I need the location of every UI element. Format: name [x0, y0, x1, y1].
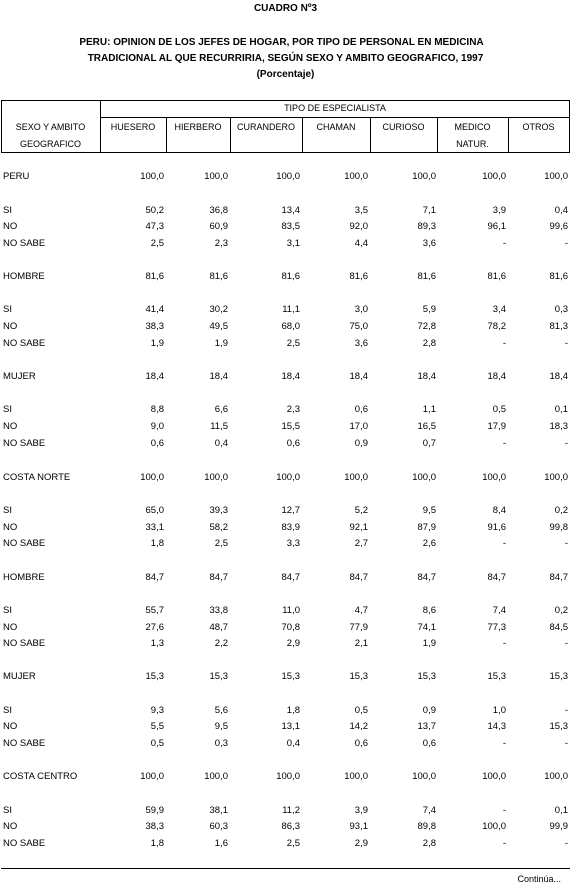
table-cell: 100,0 [204, 771, 228, 782]
table-cell: - [502, 805, 506, 816]
table-cell: 100,0 [276, 771, 300, 782]
table-cell: 16,5 [417, 421, 436, 432]
table-cell: 2,5 [286, 838, 300, 849]
table-row [0, 838, 571, 852]
table-cell: 58,2 [209, 522, 228, 533]
row-label: NO SABE [3, 338, 46, 349]
table-cell: 81,6 [281, 271, 300, 282]
row-label: COSTA CENTRO [3, 771, 78, 782]
table-cell: 2,8 [422, 338, 436, 349]
table-cell: 100,0 [344, 171, 368, 182]
table-cell: 0,6 [354, 738, 368, 749]
row-label: NO SABE [3, 238, 46, 249]
table-cell: 17,0 [349, 421, 368, 432]
table-cell: 33,8 [209, 605, 228, 616]
table-cell: 93,1 [349, 821, 368, 832]
table-row [0, 371, 571, 385]
table-row [0, 472, 571, 486]
table-row [0, 605, 571, 619]
table-cell: 100,0 [140, 171, 164, 182]
table-cell: 38,1 [209, 805, 228, 816]
table-cell: 2,6 [422, 538, 436, 549]
table-cell: 7,4 [422, 805, 436, 816]
table-row [0, 421, 571, 435]
table-cell: 81,6 [417, 271, 436, 282]
table-cell: 100,0 [276, 171, 300, 182]
table-cell: 81,6 [209, 271, 228, 282]
table-cell: 81,6 [349, 271, 368, 282]
row-label: NO SABE [3, 538, 46, 549]
table-row [0, 721, 571, 735]
table-cell: 77,9 [349, 622, 368, 633]
table-cell: 15,3 [349, 671, 368, 682]
table-cell: - [564, 638, 568, 649]
table-cell: 70,8 [281, 622, 300, 633]
row-label: NO [3, 221, 18, 232]
table-cell: - [502, 838, 506, 849]
table-cell: 84,7 [417, 572, 436, 583]
table-cell: 38,3 [145, 821, 164, 832]
column-header-otros: OTROS [522, 122, 555, 132]
table-cell: 77,3 [487, 622, 506, 633]
table-cell: 89,3 [417, 221, 436, 232]
column-header-curioso: CURIOSO [382, 122, 425, 132]
table-cell: 3,9 [354, 805, 368, 816]
table-cell: 13,7 [417, 721, 436, 732]
table-cell: 78,2 [487, 321, 506, 332]
table-title-line-2: TRADICIONAL AL QUE RECURRIRIA, SEGÚN SEXO Y AMBITO GEOGRAFICO, 1997 [87, 53, 484, 64]
column-header-hierbero: HIERBERO [174, 122, 222, 132]
table-cell: 1,8 [150, 538, 164, 549]
table-title-line-1: PERU: OPINION DE LOS JEFES DE HOGAR, POR TIPO DE PERSONAL EN MEDICINA [79, 37, 484, 48]
table-cell: 1,1 [422, 404, 436, 415]
table-cell: 6,6 [214, 404, 228, 415]
table-row [0, 438, 571, 452]
table-row [0, 271, 571, 285]
table-cell: 0,6 [286, 438, 300, 449]
row-label: NO [3, 321, 18, 332]
table-cell: 14,3 [487, 721, 506, 732]
table-cell: 3,6 [354, 338, 368, 349]
table-row [0, 638, 571, 652]
table-cell: 100,0 [276, 472, 300, 483]
table-cell: 2,9 [286, 638, 300, 649]
table-cell: 4,7 [354, 605, 368, 616]
table-cell: 5,6 [214, 705, 228, 716]
table-cell: 84,7 [549, 572, 568, 583]
table-row [0, 572, 571, 586]
column-header-curandero: CURANDERO [236, 122, 295, 132]
column-header-chaman: CHAMAN [316, 122, 356, 132]
row-label: SI [3, 205, 12, 216]
table-row [0, 771, 571, 785]
row-label: SI [3, 705, 12, 716]
table-cell: 100,0 [482, 472, 506, 483]
row-label: SI [3, 505, 12, 516]
continues-note: Continúa... [517, 874, 561, 884]
table-cell: 100,0 [344, 771, 368, 782]
table-cell: 50,2 [145, 205, 164, 216]
table-cell: 83,5 [281, 221, 300, 232]
table-cell: 75,0 [349, 321, 368, 332]
table-cell: 0,5 [492, 404, 506, 415]
table-cell: 1,9 [422, 638, 436, 649]
table-row [0, 738, 571, 752]
table-cell: 96,1 [487, 221, 506, 232]
table-cell: 5,5 [150, 721, 164, 732]
table-cell: 0,6 [422, 738, 436, 749]
table-cell: 2,9 [354, 838, 368, 849]
table-cell: 81,6 [487, 271, 506, 282]
table-cell: 2,3 [286, 404, 300, 415]
table-row [0, 622, 571, 636]
table-cell: 3,0 [354, 304, 368, 315]
table-cell: 0,6 [150, 438, 164, 449]
table-cell: 15,3 [281, 671, 300, 682]
table-cell: 74,1 [417, 622, 436, 633]
table-cell: 4,4 [354, 238, 368, 249]
table-row [0, 221, 571, 235]
table-cell: 39,3 [209, 505, 228, 516]
table-cell: 1,6 [214, 838, 228, 849]
row-label: MUJER [3, 371, 36, 382]
table-cell: 7,1 [422, 205, 436, 216]
table-cell: 99,8 [549, 522, 568, 533]
table-cell: 100,0 [140, 472, 164, 483]
table-number: CUADRO Nº3 [253, 3, 318, 14]
table-cell: 9,5 [214, 721, 228, 732]
table-cell: 18,4 [145, 371, 164, 382]
table-row [0, 671, 571, 685]
table-cell: 100,0 [544, 171, 568, 182]
column-header-medico-line-2: NATUR. [456, 139, 489, 149]
table-cell: - [564, 238, 568, 249]
table-cell: 55,7 [145, 605, 164, 616]
table-cell: 1,0 [492, 705, 506, 716]
table-cell: 15,3 [549, 721, 568, 732]
row-label: NO SABE [3, 838, 46, 849]
table-cell: 18,4 [549, 371, 568, 382]
table-row [0, 538, 571, 552]
table-cell: 41,4 [145, 304, 164, 315]
row-label: NO SABE [3, 638, 46, 649]
table-cell: 18,4 [349, 371, 368, 382]
table-row [0, 821, 571, 835]
table-row [0, 522, 571, 536]
table-cell: 60,9 [209, 221, 228, 232]
table-cell: 18,4 [487, 371, 506, 382]
table-cell: 33,1 [145, 522, 164, 533]
table-cell: - [502, 338, 506, 349]
row-label: NO SABE [3, 738, 46, 749]
table-cell: 3,1 [286, 238, 300, 249]
table-cell: - [564, 838, 568, 849]
table-row [0, 321, 571, 335]
table-cell: 49,5 [209, 321, 228, 332]
table-cell: - [564, 338, 568, 349]
table-cell: 36,8 [209, 205, 228, 216]
table-cell: 15,3 [487, 671, 506, 682]
table-cell: 0,5 [354, 705, 368, 716]
table-cell: 30,2 [209, 304, 228, 315]
table-cell: 68,0 [281, 321, 300, 332]
row-label: MUJER [3, 671, 36, 682]
table-cell: 3,4 [492, 304, 506, 315]
table-cell: 18,4 [209, 371, 228, 382]
table-cell: 2,2 [214, 638, 228, 649]
table-cell: 2,5 [150, 238, 164, 249]
table-cell: - [502, 538, 506, 549]
table-cell: 0,4 [286, 738, 300, 749]
table-cell: 27,6 [145, 622, 164, 633]
row-label: NO [3, 421, 18, 432]
table-cell: 8,6 [422, 605, 436, 616]
table-cell: 0,2 [554, 505, 568, 516]
table-cell: 60,3 [209, 821, 228, 832]
table-cell: 18,3 [549, 421, 568, 432]
table-cell: 1,9 [150, 338, 164, 349]
row-label: PERU [3, 171, 30, 182]
table-cell: 15,5 [281, 421, 300, 432]
table-cell: 48,7 [209, 622, 228, 633]
table-cell: 12,7 [281, 505, 300, 516]
table-unit: (Porcentaje) [256, 69, 315, 80]
table-cell: 8,4 [492, 505, 506, 516]
stub-header-line-1: SEXO Y AMBITO [15, 122, 86, 132]
table-cell: 15,3 [417, 671, 436, 682]
table-cell: 2,7 [354, 538, 368, 549]
table-cell: 0,3 [214, 738, 228, 749]
table-cell: 84,5 [549, 622, 568, 633]
table-cell: 84,7 [281, 572, 300, 583]
table-cell: 2,3 [214, 238, 228, 249]
table-cell: 2,8 [422, 838, 436, 849]
table-cell: 0,5 [150, 738, 164, 749]
table-cell: 0,6 [354, 404, 368, 415]
group-header: TIPO DE ESPECIALISTA [284, 103, 386, 113]
table-cell: 89,8 [417, 821, 436, 832]
table-cell: 100,0 [140, 771, 164, 782]
table-row [0, 304, 571, 318]
table-cell: 3,9 [492, 205, 506, 216]
table-row [0, 404, 571, 418]
row-label: NO SABE [3, 438, 46, 449]
table-cell: 99,6 [549, 221, 568, 232]
table-cell: 0,1 [554, 805, 568, 816]
table-cell: 65,0 [145, 505, 164, 516]
table-cell: 81,6 [145, 271, 164, 282]
table-cell: 1,9 [214, 338, 228, 349]
table-cell: 0,9 [354, 438, 368, 449]
table-cell: 1,8 [150, 838, 164, 849]
table-cell: 100,0 [412, 472, 436, 483]
table-cell: 100,0 [412, 171, 436, 182]
table-row [0, 205, 571, 219]
table-cell: 100,0 [344, 472, 368, 483]
table-cell: 13,1 [281, 721, 300, 732]
table-cell: 38,3 [145, 321, 164, 332]
table-cell: 92,0 [349, 221, 368, 232]
table-cell: 11,0 [282, 605, 300, 616]
row-label: COSTA NORTE [3, 472, 71, 483]
table-cell: 84,7 [209, 572, 228, 583]
row-label: NO [3, 622, 18, 633]
table-cell: 99,9 [549, 821, 568, 832]
table-cell: 100,0 [204, 171, 228, 182]
table-cell: 2,5 [286, 338, 300, 349]
table-cell: 47,3 [145, 221, 164, 232]
table-cell: 18,4 [417, 371, 436, 382]
table-cell: - [502, 738, 506, 749]
table-cell: 59,9 [145, 805, 164, 816]
stub-header-line-2: GEOGRAFICO [19, 139, 81, 149]
table-cell: 100,0 [482, 171, 506, 182]
table-cell: - [502, 638, 506, 649]
table-cell: 3,5 [354, 205, 368, 216]
table-cell: 15,3 [209, 671, 228, 682]
table-cell: 91,6 [487, 522, 506, 533]
table-cell: - [502, 238, 506, 249]
table-cell: 100,0 [204, 472, 228, 483]
table-row [0, 171, 571, 185]
table-row [0, 238, 571, 252]
column-header-medico: MEDICO [454, 122, 491, 132]
row-label: SI [3, 605, 12, 616]
table-cell: 83,9 [281, 522, 300, 533]
table-cell: 100,0 [482, 771, 506, 782]
table-cell: 0,2 [554, 605, 568, 616]
table-cell: - [564, 738, 568, 749]
table-cell: 0,3 [554, 304, 568, 315]
table-cell: 7,4 [492, 605, 506, 616]
row-label: SI [3, 304, 12, 315]
table-cell: - [502, 438, 506, 449]
table-row [0, 805, 571, 819]
table-cell: 17,9 [487, 421, 506, 432]
table-cell: 13,4 [281, 205, 300, 216]
table-cell: 72,8 [417, 321, 436, 332]
row-label: NO [3, 721, 18, 732]
table-cell: 81,6 [549, 271, 568, 282]
table-cell: 0,9 [422, 705, 436, 716]
table-cell: 1,3 [150, 638, 164, 649]
row-label: HOMBRE [3, 572, 45, 583]
table-cell: - [564, 705, 568, 716]
table-cell: 84,7 [349, 572, 368, 583]
column-header-huesero: HUESERO [110, 122, 156, 132]
table-cell: 5,9 [422, 304, 436, 315]
row-label: NO [3, 522, 18, 533]
table-cell: 84,7 [145, 572, 164, 583]
table-cell: 100,0 [482, 821, 506, 832]
table-cell: 11,1 [282, 304, 300, 315]
table-cell: 2,1 [354, 638, 368, 649]
table-cell: - [564, 438, 568, 449]
table-cell: 1,8 [286, 705, 300, 716]
table-row [0, 338, 571, 352]
table-cell: 15,3 [145, 671, 164, 682]
table-cell: - [564, 538, 568, 549]
table-cell: 92,1 [349, 522, 368, 533]
table-cell: 0,1 [554, 404, 568, 415]
row-label: SI [3, 404, 12, 415]
table-cell: 8,8 [150, 404, 164, 415]
table-cell: 9,3 [150, 705, 164, 716]
table-row [0, 705, 571, 719]
table-cell: 15,3 [549, 671, 568, 682]
table-cell: 9,5 [422, 505, 436, 516]
row-label: HOMBRE [3, 271, 45, 282]
table-cell: 84,7 [487, 572, 506, 583]
table-cell: 100,0 [544, 771, 568, 782]
row-label: SI [3, 805, 12, 816]
table-cell: 5,2 [354, 505, 368, 516]
table-cell: 11,5 [210, 421, 228, 432]
table-cell: 0,4 [214, 438, 228, 449]
table-cell: 14,2 [349, 721, 368, 732]
table-cell: 87,9 [417, 522, 436, 533]
table-cell: 100,0 [544, 472, 568, 483]
table-row [0, 505, 571, 519]
table-cell: 18,4 [281, 371, 300, 382]
table-cell: 100,0 [412, 771, 436, 782]
table-cell: 3,6 [422, 238, 436, 249]
table-cell: 86,3 [281, 821, 300, 832]
table-cell: 81,3 [549, 321, 568, 332]
table-cell: 9,0 [150, 421, 164, 432]
table-cell: 3,3 [286, 538, 300, 549]
table-cell: 0,4 [554, 205, 568, 216]
table-cell: 2,5 [214, 538, 228, 549]
table-cell: 0,7 [422, 438, 436, 449]
row-label: NO [3, 821, 18, 832]
table-cell: 11,2 [282, 805, 300, 816]
